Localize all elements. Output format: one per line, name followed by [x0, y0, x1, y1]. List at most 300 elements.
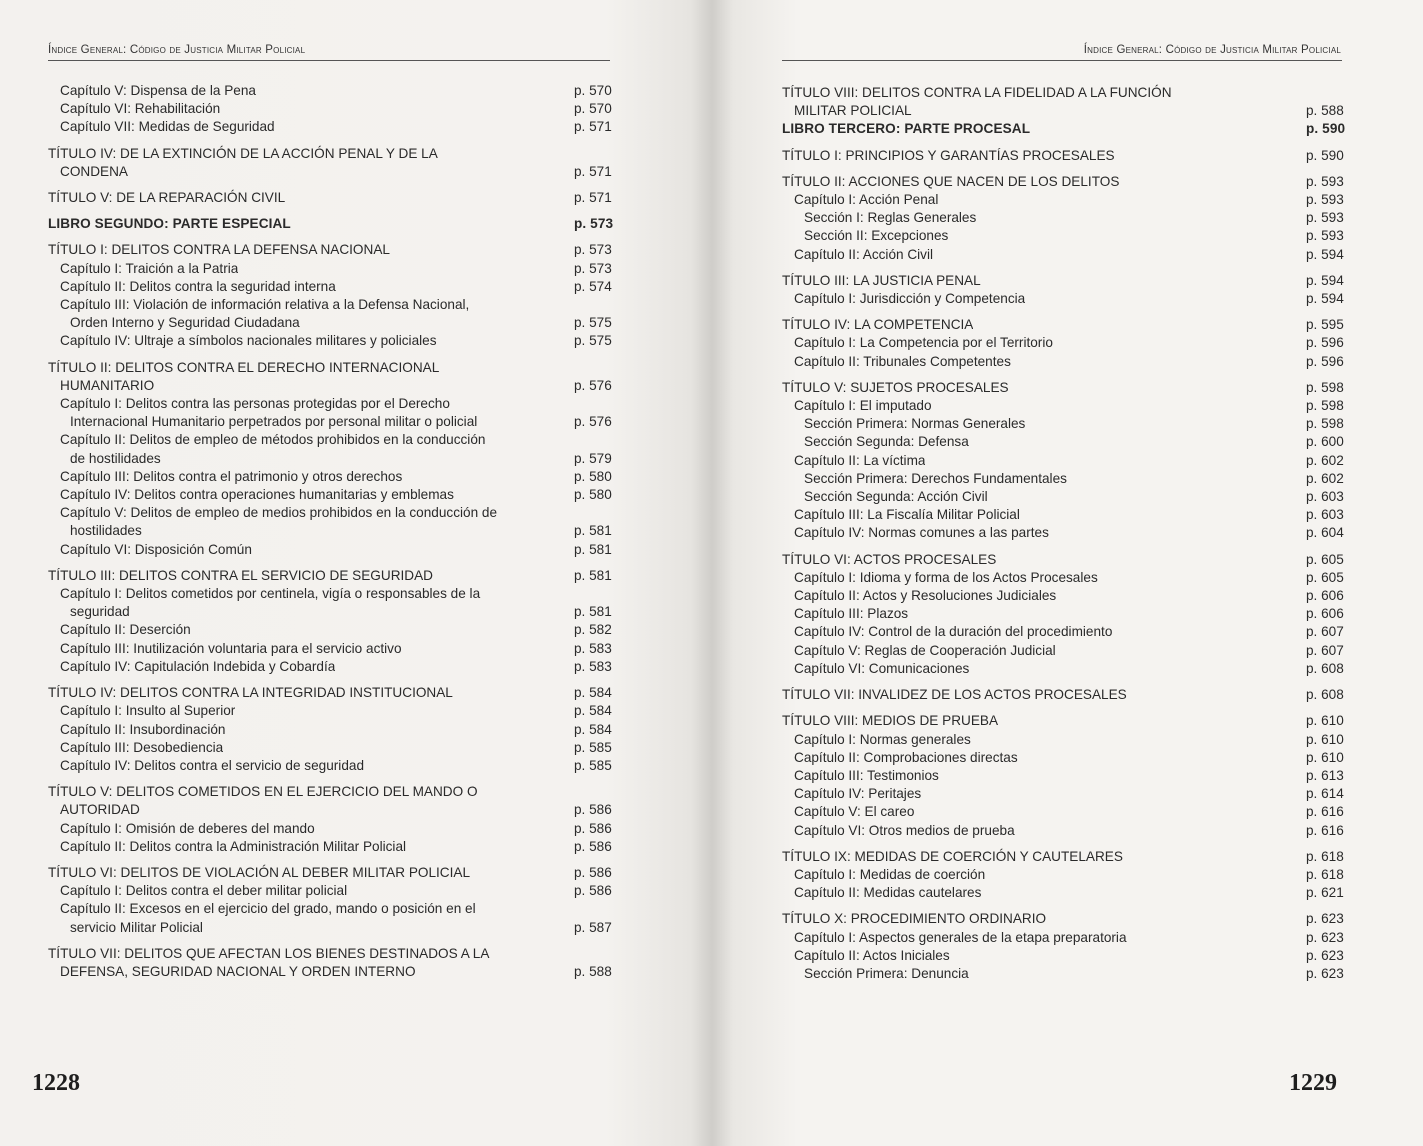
- toc-entry-row: [782, 334, 1342, 352]
- toc-entry: [782, 272, 1342, 290]
- toc-entry-label: TÍTULO VII: INVALIDEZ DE LOS ACTOS PROCESALES: [782, 687, 1127, 703]
- dot-leader: [1057, 335, 1302, 353]
- toc-page-ref: p. 588: [574, 963, 612, 979]
- toc-entry-label: TÍTULO I: DELITOS CONTRA LA DEFENSA NACIONAL: [48, 242, 390, 258]
- dot-leader: [132, 163, 570, 181]
- toc-entry-label: Capítulo I: Traición a la Patria: [60, 260, 239, 276]
- dot-leader: [975, 731, 1302, 749]
- dot-leader: [351, 882, 570, 900]
- toc-entry: [782, 712, 1342, 730]
- toc-entry-heading-line: TÍTULO V: DELITOS COMETIDOS EN EL EJERCICIO DEL MANDO O: [48, 784, 478, 800]
- dot-leader: [394, 242, 570, 260]
- toc-entry-label: TÍTULO X: PROCEDIMIENTO ORDINARIO: [782, 911, 1047, 927]
- toc-page-ref: p. 618: [1306, 866, 1344, 882]
- toc-page-ref: p. 573: [574, 242, 612, 258]
- header-rule: [48, 60, 610, 61]
- toc-entry-row: [782, 415, 1342, 433]
- toc-entry: [48, 431, 610, 467]
- dot-leader: [1015, 353, 1302, 371]
- toc-entry-label: TÍTULO IV: DELITOS CONTRA LA INTEGRIDAD INSTITUCIONAL: [48, 685, 453, 701]
- toc-entry: [782, 749, 1342, 767]
- toc-page-ref: p. 583: [574, 640, 612, 656]
- dot-leader: [1050, 911, 1302, 929]
- toc-entry: [48, 838, 610, 856]
- toc-entry: [782, 587, 1342, 605]
- toc-entry-row: [782, 397, 1342, 415]
- dot-leader: [1116, 624, 1302, 642]
- toc-entry-row: [48, 702, 610, 720]
- toc-entry-label: Capítulo I: Idioma y forma de los Actos Procesales: [794, 569, 1098, 585]
- toc-entry: [782, 506, 1342, 524]
- toc-entry-label: Capítulo I: Medidas de coerción: [794, 866, 986, 882]
- toc-entry-label: Capítulo I: Delitos contra el deber militar policial: [60, 883, 348, 899]
- toc-page-ref: p. 587: [574, 919, 612, 935]
- dot-leader: [973, 434, 1302, 452]
- toc-entry-label: Capítulo III: Delitos contra el patrimonio y otros derechos: [60, 468, 403, 484]
- toc-entry-row: [48, 963, 610, 981]
- toc-entry-row: [48, 882, 610, 900]
- dot-leader: [952, 228, 1302, 246]
- toc-entry-row: [782, 767, 1342, 785]
- toc-entry: [782, 147, 1342, 165]
- dot-leader: [239, 703, 570, 721]
- dot-leader: [195, 622, 570, 640]
- header-rule: [782, 60, 1342, 61]
- dot-leader: [1019, 822, 1302, 840]
- dot-leader: [1131, 686, 1302, 704]
- toc-page-ref: p. 605: [1306, 551, 1344, 567]
- toc-entry: [782, 803, 1342, 821]
- toc-page-ref: p. 575: [574, 315, 612, 331]
- toc-page-ref: p. 608: [1306, 660, 1344, 676]
- toc-entry-row: [782, 120, 1346, 138]
- toc-page-ref: p. 596: [1306, 335, 1344, 351]
- dot-leader: [158, 377, 570, 395]
- dot-leader: [1024, 506, 1302, 524]
- toc-entry-row: [48, 215, 614, 233]
- toc-page-ref: p. 593: [1306, 192, 1344, 208]
- toc-page-ref: p. 613: [1306, 767, 1344, 783]
- toc-page-ref: p. 595: [1306, 317, 1344, 333]
- toc-page-ref: p. 576: [574, 414, 612, 430]
- dot-leader: [304, 314, 570, 332]
- dot-leader: [1119, 147, 1302, 165]
- dot-leader: [420, 963, 570, 981]
- toc-entry-row: [782, 947, 1342, 965]
- toc-entry-row: [782, 316, 1342, 334]
- toc-entry-row: [48, 541, 610, 559]
- toc-page-ref: p. 588: [1306, 103, 1344, 119]
- toc-entry-label: TÍTULO V: DE LA REPARACIÓN CIVIL: [48, 190, 286, 206]
- dot-leader: [144, 802, 570, 820]
- toc-entry-row: [782, 785, 1342, 803]
- toc-entry-label: Capítulo III: La Fiscalía Militar Policial: [794, 507, 1020, 523]
- toc-page-ref: p. 610: [1306, 749, 1344, 765]
- toc-entry-row: [48, 801, 610, 819]
- dot-leader: [980, 209, 1302, 227]
- toc-entry-row: [782, 569, 1342, 587]
- dot-leader: [319, 820, 570, 838]
- toc-entry-label: TÍTULO V: SUJETOS PROCESALES: [782, 379, 1009, 395]
- toc-entry-row: [48, 332, 610, 350]
- toc-entry-label: Capítulo II: Delitos contra la seguridad interna: [60, 278, 336, 294]
- toc-entry-heading-line: Capítulo II: Delitos de empleo de métodos prohibidos en la conducción: [60, 432, 486, 448]
- toc-entry-row: [48, 450, 610, 468]
- dot-leader: [134, 603, 570, 621]
- toc-entry-label: Capítulo VI: Otros medios de prueba: [794, 822, 1015, 838]
- toc-page-ref: p. 586: [574, 820, 612, 836]
- toc-page-ref: p. 571: [574, 163, 612, 179]
- toc-entry-row: [782, 866, 1342, 884]
- toc-entry-label: Capítulo IV: Peritajes: [794, 786, 922, 802]
- toc-page-ref: p. 598: [1306, 416, 1344, 432]
- toc-page-ref: p. 581: [574, 541, 612, 557]
- toc-entry: [782, 524, 1342, 542]
- toc-entry-heading-line: Capítulo I: Delitos contra las personas protegidas por el Derecho: [60, 396, 450, 412]
- toc-page-ref: p. 602: [1306, 470, 1344, 486]
- toc-page-ref: p. 584: [574, 685, 612, 701]
- dot-leader: [929, 452, 1302, 470]
- toc-entry-row: [48, 739, 610, 757]
- dot-leader: [985, 272, 1302, 290]
- toc-entry: [48, 757, 610, 775]
- toc-entry: [48, 100, 610, 118]
- toc-entry-label: Capítulo V: El careo: [794, 804, 915, 820]
- toc-entry-label: Capítulo VI: Rehabilitación: [60, 101, 221, 117]
- toc-entry-row: [782, 470, 1342, 488]
- toc-entry-label: Capítulo IV: Delitos contra el servicio de seguridad: [60, 757, 365, 773]
- dot-leader: [1029, 290, 1302, 308]
- toc-entry-label: Capítulo III: Inutilización voluntaria para el servicio activo: [60, 640, 402, 656]
- toc-entry-row: [48, 820, 610, 838]
- toc-entry-label: Capítulo V: Dispensa de la Pena: [60, 83, 256, 98]
- dot-leader: [943, 767, 1302, 785]
- toc-entry-row: [782, 731, 1342, 749]
- toc-page-ref: p. 602: [1306, 452, 1344, 468]
- dot-leader: [406, 468, 570, 486]
- toc-entry: [782, 947, 1342, 965]
- toc-entry: [48, 684, 610, 702]
- toc-entry: [782, 246, 1342, 264]
- toc-entry-label: hostilidades: [70, 523, 142, 539]
- toc-entry: [782, 227, 1342, 245]
- toc-page-ref: p. 607: [1306, 642, 1344, 658]
- toc-entry-label: Capítulo IV: Delitos contra operaciones humanitarias y emblemas: [60, 487, 454, 503]
- toc-entry-label: Capítulo II: Actos y Resoluciones Judiciales: [794, 588, 1057, 604]
- toc-entry-row: [48, 522, 610, 540]
- toc-page-ref: p. 600: [1306, 434, 1344, 450]
- toc-entry-row: [782, 605, 1342, 623]
- dot-leader: [146, 523, 570, 541]
- dot-leader: [279, 119, 570, 137]
- dot-leader: [973, 660, 1302, 678]
- toc-entry: [782, 686, 1342, 704]
- toc-page-ref: p. 623: [1306, 965, 1344, 981]
- dot-leader: [1022, 749, 1302, 767]
- toc-page-ref: p. 616: [1306, 822, 1344, 838]
- toc-entry-label: Capítulo I: El imputado: [794, 398, 932, 414]
- toc-entry-row: [48, 413, 610, 431]
- right-page: [712, 0, 1423, 1146]
- toc-entry-row: [48, 100, 610, 118]
- toc-entry-label: Capítulo I: Acción Penal: [794, 192, 939, 208]
- toc-entry-label: Sección II: Excepciones: [804, 228, 949, 244]
- toc-entry-label: seguridad: [70, 604, 130, 620]
- dot-leader: [242, 260, 570, 278]
- dot-leader: [954, 947, 1302, 965]
- toc-entry-row: [782, 524, 1342, 542]
- toc-entry: [782, 433, 1342, 451]
- toc-entry-row: [782, 246, 1342, 264]
- toc-entry-row: [48, 486, 610, 504]
- dot-leader: [937, 246, 1302, 264]
- toc-entry: [48, 395, 610, 431]
- toc-entry: [782, 569, 1342, 587]
- dot-leader: [973, 965, 1302, 983]
- toc-entry: [782, 822, 1342, 840]
- toc-entry-row: [782, 803, 1342, 821]
- toc-entry-label: Capítulo II: Deserción: [60, 622, 191, 638]
- toc-entry-row: [48, 118, 610, 136]
- dot-leader: [207, 919, 570, 937]
- toc-entry-row: [48, 721, 610, 739]
- toc-entry-row: [782, 272, 1342, 290]
- toc-entry-row: [782, 929, 1342, 947]
- toc-entry-row: [48, 163, 610, 181]
- toc-entry-label: Capítulo IV: Ultraje a símbolos nacionales militares y policiales: [60, 333, 437, 349]
- dot-leader: [1127, 848, 1302, 866]
- dot-leader: [912, 605, 1302, 623]
- dot-leader: [1053, 525, 1302, 543]
- toc-page-ref: p. 593: [1306, 210, 1344, 226]
- toc-page-ref: p. 605: [1306, 569, 1344, 585]
- toc-page-ref: p. 603: [1306, 489, 1344, 505]
- toc-entry-row: [782, 686, 1342, 704]
- toc-entry-label: de hostilidades: [70, 450, 161, 466]
- dot-leader: [1029, 415, 1302, 433]
- toc-page-ref: p. 610: [1306, 713, 1344, 729]
- toc-page-ref: p. 593: [1306, 173, 1344, 189]
- toc-entry: [48, 783, 610, 819]
- toc-entry-label: TÍTULO IX: MEDIDAS DE COERCIÓN Y CAUTELARES: [782, 848, 1123, 864]
- toc-page-ref: p. 606: [1306, 606, 1344, 622]
- dot-leader: [985, 884, 1302, 902]
- toc-entry-label: Capítulo III: Plazos: [794, 606, 909, 622]
- toc-entry: [782, 334, 1342, 352]
- toc-entry: [48, 882, 610, 900]
- toc-entry: [48, 721, 610, 739]
- toc-entry: [782, 642, 1342, 660]
- dot-leader: [977, 316, 1302, 334]
- toc-entry-label: Capítulo I: Aspectos generales de la etapa preparatoria: [794, 929, 1127, 945]
- toc-entry: [48, 296, 610, 332]
- toc-entry-row: [48, 314, 610, 332]
- toc-entry-row: [782, 712, 1342, 730]
- dot-leader: [1013, 379, 1302, 397]
- toc-entry-label: LIBRO SEGUNDO: PARTE ESPECIAL: [48, 216, 291, 232]
- toc-page-ref: p. 586: [574, 802, 612, 818]
- dot-leader: [410, 838, 570, 856]
- toc-page-ref: p. 594: [1306, 291, 1344, 307]
- toc-entry-label: Capítulo I: Omisión de deberes del mando: [60, 820, 315, 836]
- toc-entry-heading-line: Capítulo III: Violación de información relativa a la Defensa Nacional,: [60, 297, 470, 313]
- dot-leader: [256, 541, 570, 559]
- toc-entry-label: Capítulo II: La víctima: [794, 452, 926, 468]
- toc-entry-label: CONDENA: [60, 163, 128, 179]
- toc-entry-label: AUTORIDAD: [60, 802, 140, 818]
- dot-leader: [1000, 551, 1302, 569]
- toc-entry-label: Sección Primera: Normas Generales: [804, 416, 1026, 432]
- toc-entry-label: Capítulo I: Insulto al Superior: [60, 703, 236, 719]
- toc-entry: [782, 415, 1342, 433]
- toc-entry-label: TÍTULO IV: LA COMPETENCIA: [782, 317, 974, 333]
- dot-leader: [1123, 173, 1302, 191]
- toc-page-ref: p. 593: [1306, 228, 1344, 244]
- toc-entry-row: [48, 260, 610, 278]
- toc-entry-heading-line: TÍTULO VIII: DELITOS CONTRA LA FIDELIDAD A LA FUNCIÓN: [782, 85, 1172, 100]
- toc-page-ref: p. 603: [1306, 507, 1344, 523]
- toc-entry: [782, 866, 1342, 884]
- toc-entry-row: [782, 147, 1342, 165]
- toc-entry: [782, 452, 1342, 470]
- toc-page-ref: p. 580: [574, 468, 612, 484]
- dot-leader: [441, 333, 570, 351]
- toc-entry-label: Capítulo I: Normas generales: [794, 731, 971, 747]
- toc-entry-label: Capítulo II: Insubordinación: [60, 721, 226, 737]
- toc-page-ref: p. 584: [574, 703, 612, 719]
- dot-leader: [230, 721, 571, 739]
- toc-entry-row: [48, 567, 610, 585]
- toc-entry-row: [48, 468, 610, 486]
- dot-leader: [227, 739, 570, 757]
- toc-entry: [48, 332, 610, 350]
- dot-leader: [260, 82, 570, 100]
- toc-page-ref: p. 582: [574, 622, 612, 638]
- toc-entry: [782, 379, 1342, 397]
- toc-entry-label: Capítulo II: Comprobaciones directas: [794, 749, 1018, 765]
- toc-entry-row: [782, 290, 1342, 308]
- toc-page-ref: p. 594: [1306, 272, 1344, 288]
- toc-entry-label: Capítulo V: Reglas de Cooperación Judicial: [794, 642, 1056, 658]
- toc-entry-label: servicio Militar Policial: [70, 919, 203, 935]
- toc-entry-heading-line: TÍTULO II: DELITOS CONTRA EL DERECHO INTERNACIONAL: [48, 359, 440, 375]
- toc-page-ref: p. 573: [574, 260, 612, 276]
- toc-entry-row: [48, 82, 610, 100]
- toc-entry: [782, 353, 1342, 371]
- toc-entry-row: [48, 684, 610, 702]
- toc-entry: [782, 623, 1342, 641]
- toc-entry: [782, 173, 1342, 191]
- toc-entry: [782, 660, 1342, 678]
- toc-entry: [48, 278, 610, 296]
- toc-entry-label: Capítulo I: Jurisdicción y Competencia: [794, 291, 1026, 307]
- toc-entry: [782, 965, 1342, 983]
- dot-leader: [295, 215, 570, 233]
- toc-entry: [782, 397, 1342, 415]
- dot-leader: [1060, 587, 1302, 605]
- toc-entry: [782, 551, 1342, 569]
- toc-entry-row: [782, 642, 1342, 660]
- toc-entry: [782, 316, 1342, 334]
- toc-entry-row: [48, 621, 610, 639]
- toc-entry-row: [782, 433, 1342, 451]
- toc-entry-label: Capítulo III: Desobediencia: [60, 739, 224, 755]
- toc-entry-label: Sección Segunda: Defensa: [804, 434, 969, 450]
- dot-leader: [1002, 713, 1302, 731]
- toc-entry: [48, 702, 610, 720]
- dot-leader: [1071, 470, 1302, 488]
- toc-page-ref: p. 581: [574, 567, 612, 583]
- toc-entry-label: MILITAR POLICIAL: [794, 103, 912, 119]
- toc-entry-label: TÍTULO II: ACCIONES QUE NACEN DE LOS DELITOS: [782, 173, 1120, 189]
- running-header: Índice General: Código de Justicia Militar Policial: [1083, 44, 1341, 56]
- toc-entry: [48, 241, 610, 259]
- toc-entry-label: Capítulo II: Acción Civil: [794, 246, 934, 262]
- toc-entry-row: [782, 353, 1342, 371]
- toc-page-ref: p. 610: [1306, 731, 1344, 747]
- toc-entry-label: Capítulo VI: Comunicaciones: [794, 660, 970, 676]
- toc-page-ref: p. 570: [574, 101, 612, 117]
- dot-leader: [458, 486, 570, 504]
- toc-entry: [782, 767, 1342, 785]
- dot-leader: [1060, 642, 1302, 660]
- toc-page-ref: p. 608: [1306, 687, 1344, 703]
- toc-page-ref: p. 590: [1306, 121, 1346, 137]
- toc-list: [782, 84, 1346, 983]
- toc-entry-label: TÍTULO VI: DELITOS DE VIOLACIÓN AL DEBER MILITAR POLICIAL: [48, 864, 471, 880]
- toc-entry-label: Capítulo II: Medidas cautelares: [794, 885, 982, 901]
- page-number: 1229: [1289, 1070, 1337, 1096]
- toc-entry: [48, 118, 610, 136]
- toc-entry-row: [48, 640, 610, 658]
- toc-page-ref: p. 571: [574, 119, 612, 135]
- toc-entry-row: [782, 506, 1342, 524]
- toc-entry-label: TÍTULO III: DELITOS CONTRA EL SERVICIO DE SEGURIDAD: [48, 567, 433, 583]
- toc-entry-row: [782, 848, 1342, 866]
- dot-leader: [989, 866, 1302, 884]
- toc-entry-heading-line: TÍTULO IV: DE LA EXTINCIÓN DE LA ACCIÓN PENAL Y DE LA: [48, 145, 438, 161]
- toc-entry: [48, 820, 610, 838]
- toc-entry: [48, 82, 610, 100]
- dot-leader: [457, 684, 570, 702]
- toc-page-ref: p. 574: [574, 278, 612, 294]
- toc-entry-row: [782, 173, 1342, 191]
- dot-leader: [481, 413, 570, 431]
- toc-entry-row: [48, 658, 610, 676]
- toc-entry-label: Capítulo IV: Capitulación Indebida y Cobardía: [60, 658, 336, 674]
- toc-page-ref: p. 585: [574, 757, 612, 773]
- dot-leader: [368, 757, 570, 775]
- toc-entry-heading-line: Capítulo I: Delitos cometidos por centinela, vigía o responsables de la: [60, 586, 481, 602]
- toc-entry: [48, 359, 610, 395]
- dot-leader: [1102, 569, 1302, 587]
- toc-entry: [48, 145, 610, 181]
- toc-page-ref: p. 570: [574, 83, 612, 98]
- toc-entry-label: Sección Primera: Derechos Fundamentales: [804, 470, 1067, 486]
- dot-leader: [339, 658, 570, 676]
- toc-entry-row: [782, 749, 1342, 767]
- toc-entry-row: [782, 551, 1342, 569]
- toc-entry: [48, 541, 610, 559]
- toc-entry-row: [48, 278, 610, 296]
- dot-leader: [406, 640, 570, 658]
- toc-entry-row: [48, 864, 610, 882]
- toc-entry-heading-line: TÍTULO VII: DELITOS QUE AFECTAN LOS BIENES DESTINADOS A LA: [48, 945, 490, 961]
- toc-entry: [48, 945, 610, 981]
- toc-entry: [48, 468, 610, 486]
- toc-entry-row: [782, 660, 1342, 678]
- toc-entry-label: DEFENSA, SEGURIDAD NACIONAL Y ORDEN INTERNO: [60, 963, 416, 979]
